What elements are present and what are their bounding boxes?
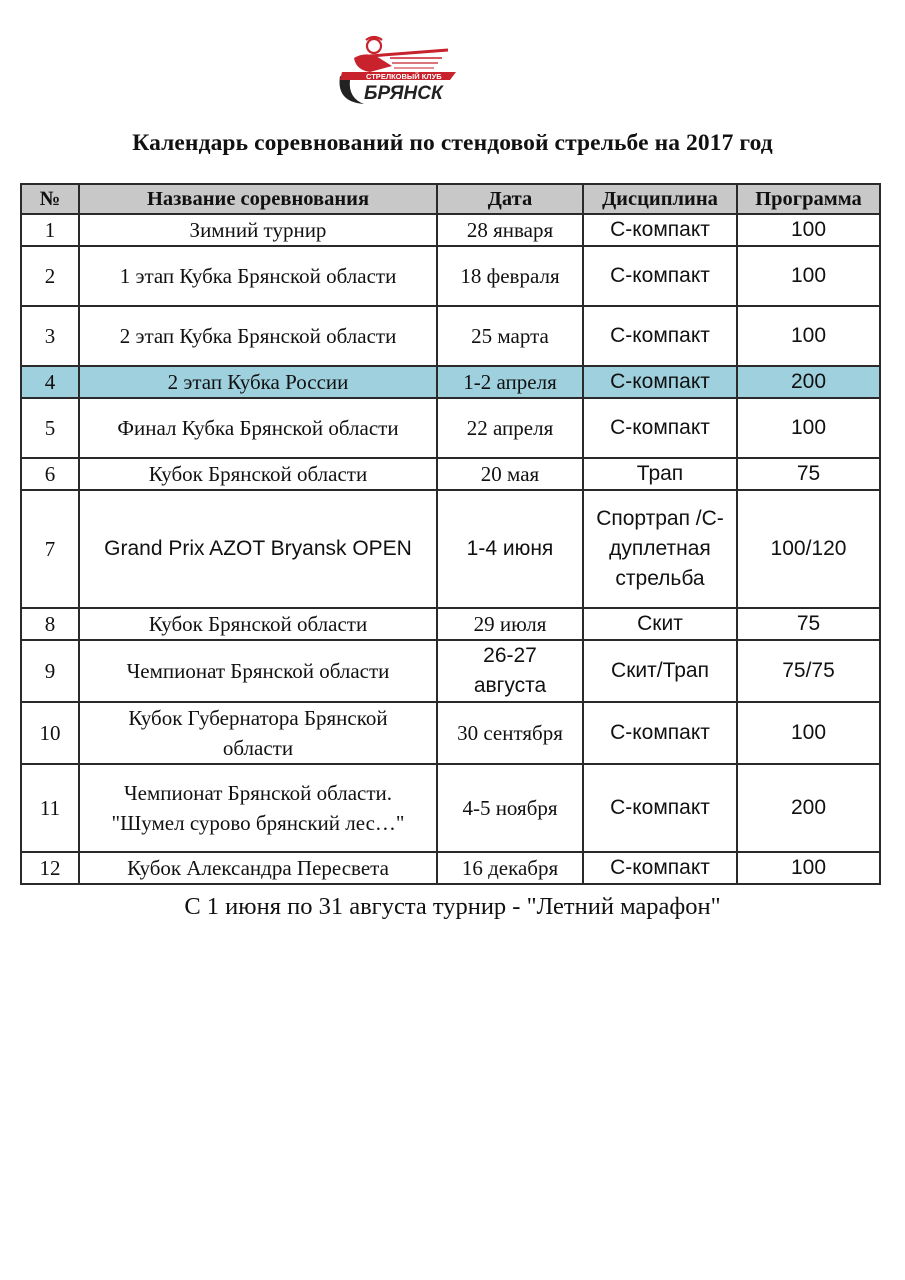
cell-name: Кубок Брянской области [79, 608, 437, 640]
table-row [21, 246, 880, 306]
cell-discipline: С-компакт [583, 366, 737, 398]
logo-city-label: БРЯНСК [364, 83, 443, 104]
cell-discipline: С-компакт [583, 764, 737, 852]
cell-name: Кубок Александра Пересвета [79, 852, 437, 884]
cell-name: Финал Кубка Брянской области [79, 398, 437, 458]
cell-date: 4-5 ноября [437, 764, 583, 852]
cell-name: 1 этап Кубка Брянской области [79, 246, 437, 306]
cell-discipline: Скит [583, 608, 737, 640]
logo-club-label: СТРЕЛКОВЫЙ КЛУБ [366, 72, 442, 81]
table-row [21, 764, 880, 852]
table-row [21, 640, 880, 702]
cell-num: 10 [21, 702, 79, 764]
cell-name: Чемпионат Брянской области [79, 640, 437, 702]
shooter-logo-icon [330, 28, 480, 112]
cell-num: 3 [21, 306, 79, 366]
cell-name: Кубок Губернатора Брянской области [79, 702, 437, 764]
summer-marathon-note: С 1 июня по 31 августа турнир - "Летний марафон" [184, 893, 721, 920]
cell-num: 5 [21, 398, 79, 458]
cell-num: 1 [21, 214, 79, 246]
cell-num: 12 [21, 852, 79, 884]
cell-discipline: Трап [583, 458, 737, 490]
cell-date: 30 сентября [437, 702, 583, 764]
logo-gun-icon [370, 50, 448, 56]
cell-program: 100 [737, 246, 880, 306]
cell-num: 2 [21, 246, 79, 306]
cell-date: 28 января [437, 214, 583, 246]
header-date: Дата [437, 184, 583, 214]
cell-discipline: С-компакт [583, 398, 737, 458]
cell-date: 16 декабря [437, 852, 583, 884]
cell-name: 2 этап Кубка России [79, 366, 437, 398]
cell-date: 26-27 августа [437, 640, 583, 702]
cell-date: 25 марта [437, 306, 583, 366]
cell-program: 75 [737, 608, 880, 640]
cell-program: 200 [737, 764, 880, 852]
cell-date: 22 апреля [437, 398, 583, 458]
table-row [21, 852, 880, 884]
cell-date: 18 февраля [437, 246, 583, 306]
cell-num: 6 [21, 458, 79, 490]
cell-program: 100 [737, 852, 880, 884]
table-header-row [21, 184, 880, 214]
header-discipline: Дисциплина [583, 184, 737, 214]
header-num: № [21, 184, 79, 214]
cell-num: 8 [21, 608, 79, 640]
cell-program: 100 [737, 306, 880, 366]
header-program: Программа [737, 184, 880, 214]
table-row [21, 214, 880, 246]
table-row [21, 608, 880, 640]
cell-discipline: С-компакт [583, 702, 737, 764]
cell-num: 7 [21, 490, 79, 608]
cell-date: 1-2 апреля [437, 366, 583, 398]
cell-program: 100 [737, 398, 880, 458]
table-row [21, 490, 880, 608]
cell-discipline: С-компакт [583, 306, 737, 366]
cell-discipline: С-компакт [583, 852, 737, 884]
cell-discipline: Скит/Трап [583, 640, 737, 702]
cell-program: 200 [737, 366, 880, 398]
cell-discipline: С-компакт [583, 246, 737, 306]
table-row-highlighted [21, 366, 880, 398]
table-row [21, 398, 880, 458]
cell-name: 2 этап Кубка Брянской области [79, 306, 437, 366]
cell-name: Grand Prix AZOT Bryansk OPEN [79, 490, 437, 608]
table-row [21, 306, 880, 366]
logo-swoosh-icon [340, 76, 365, 104]
cell-date: 1-4 июня [437, 490, 583, 608]
cell-program: 100 [737, 702, 880, 764]
cell-program: 100/120 [737, 490, 880, 608]
cell-name: Зимний турнир [79, 214, 437, 246]
cell-program: 75/75 [737, 640, 880, 702]
cell-date: 29 июля [437, 608, 583, 640]
cell-num: 9 [21, 640, 79, 702]
competition-calendar-table [20, 183, 881, 885]
cell-program: 75 [737, 458, 880, 490]
cell-num: 11 [21, 764, 79, 852]
logo-head-icon [367, 39, 381, 53]
page-title: Календарь соревнований по стендовой стрельбе на 2017 год [132, 130, 773, 156]
table-row [21, 458, 880, 490]
cell-discipline: С-компакт [583, 214, 737, 246]
cell-num: 4 [21, 366, 79, 398]
cell-program: 100 [737, 214, 880, 246]
table-row [21, 702, 880, 764]
cell-name: Чемпионат Брянской области. "Шумел сурово брянский лес…" [79, 764, 437, 852]
cell-date: 20 мая [437, 458, 583, 490]
header-name: Название соревнования [79, 184, 437, 214]
cell-discipline: Спортрап /С-дуплетная стрельба [583, 490, 737, 608]
club-logo [330, 28, 480, 112]
cell-name: Кубок Брянской области [79, 458, 437, 490]
